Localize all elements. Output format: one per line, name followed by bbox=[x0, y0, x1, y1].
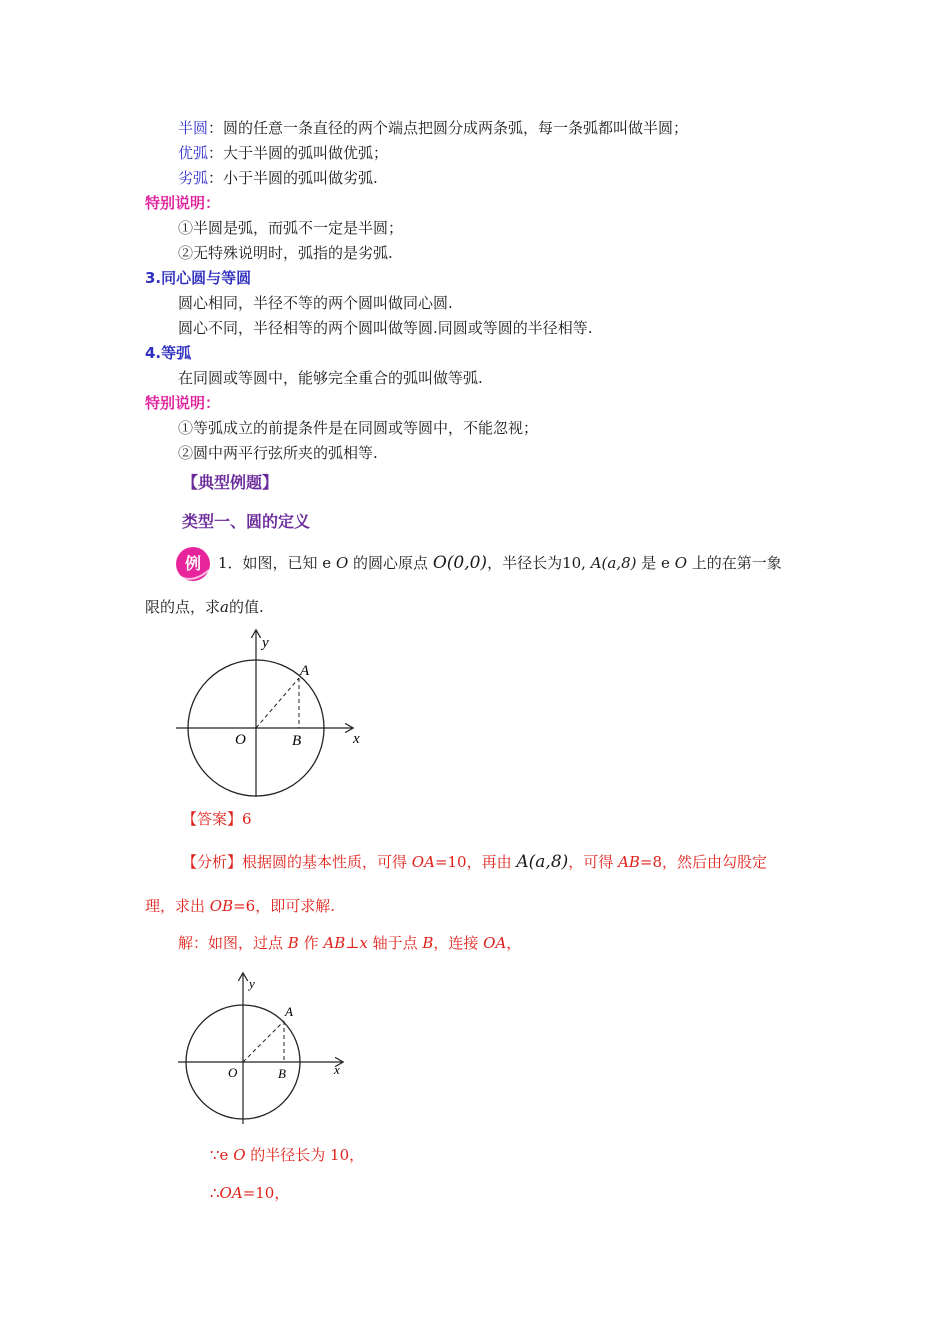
solution-text4: ，连接 bbox=[433, 934, 484, 952]
example-badge bbox=[175, 546, 211, 582]
example-text-c: ，半径长为 bbox=[487, 554, 563, 572]
step1-o: O bbox=[233, 1146, 246, 1164]
solution-b: B bbox=[287, 934, 299, 952]
step2-oa: OA bbox=[219, 1184, 243, 1202]
analysis-text2: =10，再由 bbox=[434, 853, 517, 871]
example-badge-text: 例 bbox=[184, 554, 202, 573]
example-circle-o2: O bbox=[674, 554, 688, 572]
analysis-ab: AB bbox=[618, 853, 640, 871]
analysis-line1 bbox=[182, 852, 767, 872]
def-major-arc bbox=[178, 143, 388, 163]
note2-title: 特别说明： bbox=[145, 394, 221, 412]
analysis-text1: 根据圆的基本性质，可得 bbox=[242, 853, 412, 871]
label-y: y bbox=[262, 635, 269, 651]
example-line2-end: 的值. bbox=[228, 598, 264, 616]
solution-ab: AB bbox=[323, 934, 346, 952]
example-text-e: 是 e bbox=[636, 554, 675, 572]
examples-heading: 【典型例题】 bbox=[182, 473, 279, 492]
section4-p1: 在同圆或等圆中，能够完全重合的弧叫做等弧. bbox=[178, 369, 483, 387]
solution-perp: ⊥ bbox=[345, 934, 360, 952]
analysis-line2b: =6，即可求解. bbox=[233, 897, 335, 915]
example-origin: O(0,0) bbox=[432, 553, 488, 573]
example-var-a: a bbox=[220, 598, 229, 616]
label-o: O bbox=[235, 732, 246, 748]
segment-oa bbox=[256, 678, 299, 728]
example-line2-text: 限的点，求 bbox=[145, 598, 221, 616]
example-line2 bbox=[145, 597, 264, 617]
step2 bbox=[210, 1183, 289, 1203]
therefore-symbol: ∴ bbox=[210, 1184, 220, 1202]
solution-oa: OA bbox=[483, 934, 507, 952]
def-major-arc-body: ：大于半圆的弧叫做优弧； bbox=[208, 144, 389, 162]
section3-p2: 圆心不同，半径相等的两个圆叫做等圆.同圆或等圆的半径相等. bbox=[178, 319, 593, 337]
solution-b2: B bbox=[422, 934, 434, 952]
step2-text: =10， bbox=[242, 1184, 290, 1202]
answer-value: 6 bbox=[242, 810, 252, 828]
label-x: x bbox=[353, 731, 360, 747]
def-minor-arc-body: ：小于半圆的弧叫做劣弧. bbox=[208, 169, 378, 187]
example-line1 bbox=[218, 553, 782, 573]
label-a-2: A bbox=[285, 1004, 293, 1019]
example-badge-icon bbox=[175, 546, 211, 582]
solution-text2: 作 bbox=[298, 934, 324, 952]
step1-text2: 的半径长为 10， bbox=[245, 1146, 365, 1164]
example-circle-o: O bbox=[335, 554, 349, 572]
label-y-2: y bbox=[249, 976, 255, 991]
segment-oa-2 bbox=[243, 1021, 284, 1062]
analysis-point-a: A(a,8) bbox=[516, 852, 569, 872]
type1-heading: 类型一、圆的定义 bbox=[182, 512, 311, 531]
analysis-text3: ，可得 bbox=[568, 853, 619, 871]
section3-p1: 圆心相同，半径不等的两个圆叫做同心圆. bbox=[178, 294, 453, 312]
note2-item1: ①等弧成立的前提条件是在同圆或等圆中，不能忽视； bbox=[178, 419, 539, 437]
def-semicircle bbox=[178, 118, 688, 138]
solution-text1: 解：如图，过点 bbox=[178, 934, 288, 952]
section4-title: 4.等弧 bbox=[145, 344, 192, 362]
label-a: A bbox=[300, 663, 310, 679]
analysis-oa: OA bbox=[411, 853, 435, 871]
answer bbox=[182, 809, 252, 829]
label-o-2: O bbox=[228, 1065, 238, 1080]
note1-item1: ①半圆是弧，而弧不一定是半圆； bbox=[178, 219, 404, 237]
label-b-2: B bbox=[278, 1066, 286, 1081]
figure-circle-1 bbox=[170, 625, 370, 800]
solution-text5: ， bbox=[506, 934, 522, 952]
because-symbol: ∵ bbox=[210, 1146, 220, 1164]
solution-x: x bbox=[359, 934, 368, 952]
example-text-d: 10, bbox=[562, 554, 591, 572]
label-b: B bbox=[292, 733, 302, 749]
analysis-line2a: 理，求出 bbox=[145, 897, 210, 915]
analysis-line2 bbox=[145, 896, 335, 916]
example-text-a: 1．如图，已知 e bbox=[218, 554, 336, 572]
note1-title: 特别说明： bbox=[145, 194, 221, 212]
solution-text3: 轴于点 bbox=[367, 934, 423, 952]
label-x-2: x bbox=[334, 1062, 340, 1077]
example-text-f: 上的在第一象 bbox=[687, 554, 782, 572]
note2-item2: ②圆中两平行弦所夹的弧相等. bbox=[178, 444, 378, 462]
def-minor-arc bbox=[178, 168, 378, 188]
def-semicircle-body: ：圆的任意一条直径的两个端点把圆分成两条弧，每一条弧都叫做半圆； bbox=[208, 119, 689, 137]
term-minor-arc: 劣弧 bbox=[178, 169, 209, 187]
figure-circle-2 bbox=[170, 968, 355, 1128]
analysis-label: 【分析】 bbox=[182, 853, 243, 871]
term-semicircle: 半圆 bbox=[178, 119, 209, 137]
analysis-ob: OB bbox=[209, 897, 234, 915]
example-point-a: A(a,8) bbox=[590, 554, 637, 572]
example-text-b: 的圆心原点 bbox=[348, 554, 433, 572]
step1-text1: e bbox=[219, 1146, 234, 1164]
term-major-arc: 优弧 bbox=[178, 144, 209, 162]
solution-line bbox=[178, 933, 521, 953]
section3-title: 3.同心圆与等圆 bbox=[145, 269, 252, 287]
step1 bbox=[210, 1145, 364, 1165]
answer-label: 【答案】 bbox=[182, 810, 243, 828]
analysis-text4: =8，然后由勾股定 bbox=[639, 853, 768, 871]
note1-item2: ②无特殊说明时，弧指的是劣弧. bbox=[178, 244, 393, 262]
